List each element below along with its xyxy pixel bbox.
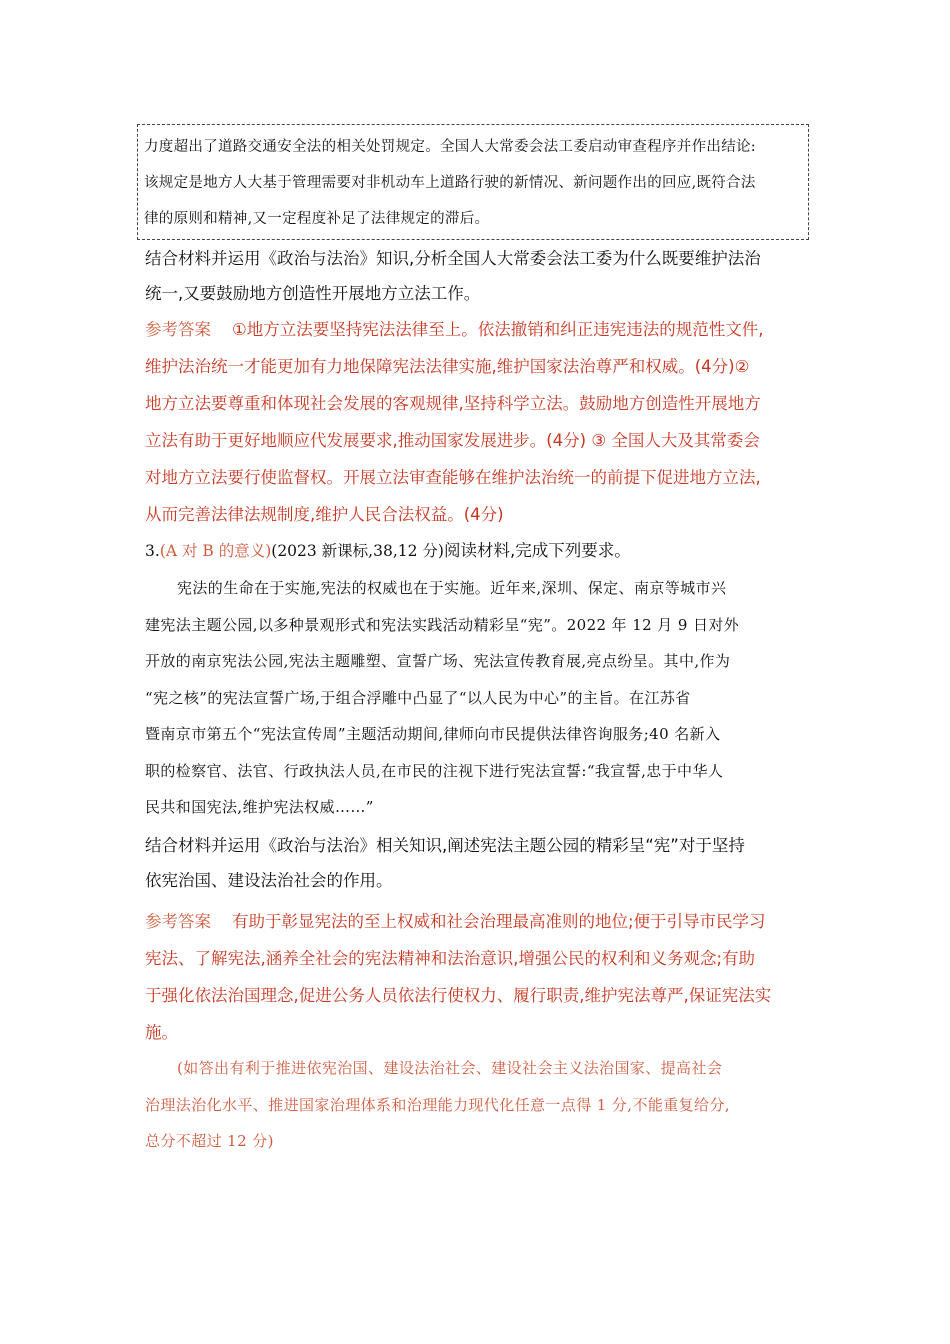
question-3-prompt bbox=[145, 828, 810, 898]
answer-text: 有助于彰显宪法的至上权威和社会治理最高准则的地位;便于引导市民学习 bbox=[231, 912, 766, 931]
question-line: 统一,又要鼓励地方创造性开展地方立法工作。 bbox=[145, 284, 481, 303]
material-line: 力度超出了道路交通安全法的相关处罚规定。全国人大常委会法工委启动审查程序并作出结论: bbox=[144, 139, 756, 155]
material-line: 职的检察官、法官、行政执法人员,在市民的注视下进行宪法宣誓:“我宣誓,忠于中华人 bbox=[145, 761, 724, 780]
answer-line: 从而完善法律法规制度,维护人民合法权益。(4分) bbox=[145, 505, 504, 524]
material-line: 开放的南京宪法公园,宪法主题雕塑、宣誓广场、宪法宣传教育展,亮点纷呈。其中,作为 bbox=[145, 652, 731, 670]
answer-line: 施。 bbox=[145, 1023, 178, 1042]
answer-line: 宪法、了解宪法,涵养全社会的宪法精神和法治意识,增强公民的权利和义务观念;有助 bbox=[145, 949, 756, 968]
question-line: 依宪治国、建设法治社会的作用。 bbox=[145, 871, 393, 890]
answer-line: 维护法治统一才能更加有力地保障宪法法律实施,维护国家法治尊严和权威。(4分)② bbox=[145, 357, 750, 376]
note-line: 总分不超过 12 分) bbox=[145, 1132, 274, 1150]
material-line: 律的原则和精神,又一定程度补足了法律规定的滞后。 bbox=[144, 211, 490, 227]
answer-line: 于强化依法治国理念,促进公务人员依法行使权力、履行职责,维护宪法尊严,保证宪法实 bbox=[145, 986, 772, 1005]
material-line: “宪之核”的宪法宣誓广场,于组合浮雕中凸显了“以人民为中心”的主旨。在江苏省 bbox=[145, 688, 691, 707]
note-line: 治理法治化水平、推进国家治理体系和治理能力现代化任意一点得 1 分,不能重复给分, bbox=[145, 1095, 731, 1114]
question-line: 结合材料并运用《政治与法治》知识,分析全国人大常委会法工委为什么既要维护法治 bbox=[145, 249, 761, 268]
answer-line: 立法有助于更好地顺应代发展要求,推动国家发展进步。(4分) ③ 全国人大及其常委会 bbox=[145, 431, 760, 450]
answer-3 bbox=[145, 903, 810, 1051]
answer-2 bbox=[145, 311, 810, 533]
question-line: 结合材料并运用《政治与法治》相关知识,阐述宪法主题公园的精彩呈“宪”对于坚持 bbox=[145, 836, 745, 855]
answer-line bbox=[145, 903, 810, 940]
answer-line bbox=[145, 311, 810, 348]
answer-label: 参考答案 bbox=[145, 912, 211, 931]
question-2 bbox=[145, 241, 810, 311]
question-tag: (A 对 B 的意义) bbox=[159, 542, 272, 560]
material-line: 暨南京市第五个“宪法宣传周”主题活动期间,律师向市民提供法律咨询服务;40 名新入 bbox=[145, 725, 721, 743]
material-line: 宪法的生命在于实施,宪法的权威也在于实施。近年来,深圳、保定、南京等城市兴 bbox=[177, 579, 727, 597]
answer-3-note bbox=[145, 1050, 810, 1160]
answer-label: 参考答案 bbox=[145, 320, 211, 339]
material-line: 该规定是地方人大基于管理需要对非机动车上道路行驶的新情况、新问题作出的回应,既符合法 bbox=[144, 175, 756, 191]
question-prompt: 阅读材料,完成下列要求。 bbox=[443, 541, 631, 560]
answer-line: 地方立法要尊重和体现社会发展的客观规律,坚持科学立法。鼓励地方创造性开展地方 bbox=[145, 394, 761, 413]
answer-text: ①地方立法要坚持宪法法律至上。依法撤销和纠正违宪违法的规范性文件, bbox=[231, 320, 764, 339]
question-header-line bbox=[145, 533, 810, 569]
question-number: 3. bbox=[145, 542, 160, 560]
material-line: 民共和国宪法,维护宪法权威……” bbox=[145, 798, 374, 816]
question-3-material bbox=[145, 570, 810, 826]
question-source: (2023 新课标,38,12 分) bbox=[271, 542, 444, 560]
material-box bbox=[137, 124, 809, 240]
answer-line: 对地方立法要行使监督权。开展立法审查能够在维护法治统一的前提下促进地方立法, bbox=[145, 468, 761, 487]
note-line: (如答出有利于推进依宪治国、建设法治社会、建设社会主义法治国家、提高社会 bbox=[177, 1059, 723, 1077]
question-3-header bbox=[145, 533, 810, 569]
material-line: 建宪法主题公园,以多种景观形式和宪法实践活动精彩呈“宪”。2022 年 12 月 9 日对外 bbox=[145, 615, 740, 634]
